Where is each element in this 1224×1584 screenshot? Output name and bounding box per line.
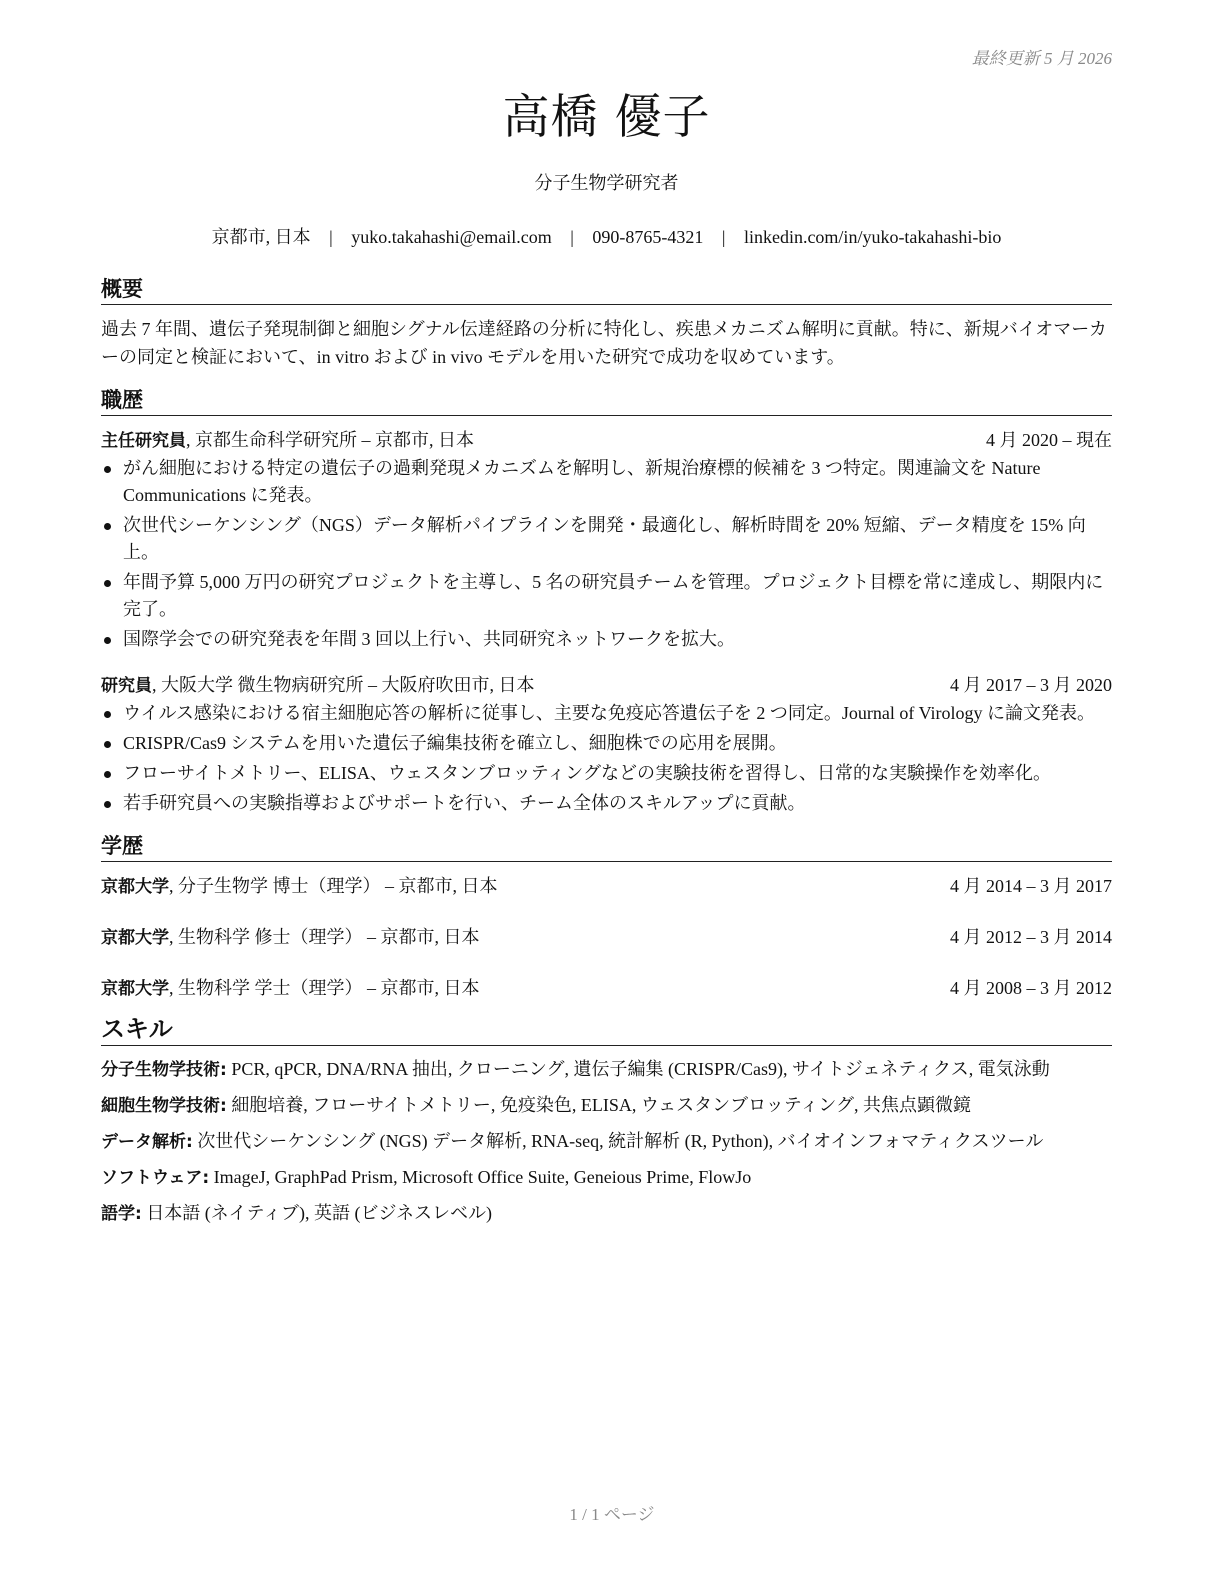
section-heading-education: 学歴: [101, 831, 1112, 862]
section-heading-skills: スキル: [101, 1013, 1112, 1046]
education-entry: [101, 923, 1112, 952]
section-heading-experience: 職歴: [101, 385, 1112, 416]
education-school-detail: [101, 923, 480, 952]
education-entry: [101, 872, 1112, 901]
skill-value: 次世代シーケンシング (NGS) データ解析, RNA-seq, 統計解析 (R, Python), バイオインフォマティクスツール: [192, 1131, 1044, 1151]
contact-linkedin[interactable]: linkedin.com/in/yuko-takahashi-bio: [743, 227, 1002, 247]
skill-label: 語学:: [101, 1204, 142, 1224]
skill-value: 日本語 (ネイティブ), 英語 (ビジネスレベル): [141, 1203, 492, 1223]
education-school: 京都大学: [101, 979, 169, 999]
contact-location: 京都市, 日本: [211, 227, 311, 247]
resume-content: [101, 274, 1112, 1236]
job-bullet: 国際学会での研究発表を年間 3 回以上行い、共同研究ネットワークを拡大。: [123, 626, 1112, 653]
contact-email[interactable]: yuko.takahashi@email.com: [351, 227, 552, 247]
job-org: , 京都生命科学研究所 – 京都市, 日本: [186, 430, 474, 450]
skill-value: 細胞培養, フローサイトメトリー, 免疫染色, ELISA, ウェスタンブロッティング, 共焦点顕微鏡: [226, 1095, 971, 1115]
skill-row: [101, 1056, 1112, 1084]
education-detail: , 分子生物学 博士（理学） – 京都市, 日本: [169, 876, 498, 896]
job-role: 研究員: [101, 676, 152, 696]
contact-separator: |: [570, 227, 574, 247]
education-entry: [101, 974, 1112, 1003]
education-dates: 4 月 2008 – 3 月 2012: [950, 978, 1112, 998]
skill-row: [101, 1200, 1112, 1228]
job-entry: [101, 671, 1112, 817]
education-school-detail: [101, 872, 498, 901]
skill-row: [101, 1164, 1112, 1192]
job-entry: [101, 426, 1112, 653]
skill-row: [101, 1092, 1112, 1120]
education-dates: 4 月 2012 – 3 月 2014: [950, 927, 1112, 947]
job-role-org: [101, 671, 535, 700]
job-bullet: フローサイトメトリー、ELISA、ウェスタンブロッティングなどの実験技術を習得し、日常的な実験操作を効率化。: [123, 760, 1112, 787]
education-detail: , 生物科学 学士（理学） – 京都市, 日本: [169, 978, 480, 998]
job-dates: 4 月 2020 – 現在: [986, 430, 1112, 450]
page-indicator: 1 / 1 ページ: [569, 1505, 655, 1524]
contact-phone: 090-8765-4321: [592, 227, 704, 247]
job-title: 分子生物学研究者: [534, 173, 679, 193]
skill-row: [101, 1128, 1112, 1156]
job-header: [101, 671, 1112, 700]
job-dates: 4 月 2017 – 3 月 2020: [950, 675, 1112, 695]
summary-text: 過去 7 年間、遺伝子発現制御と細胞シグナル伝達経路の分析に特化し、疾患メカニズム解明に貢献。特に、新規バイオマーカーの同定と検証において、in vitro および in vivo モデルを用いた研究で成功を収めています。: [101, 319, 1107, 367]
education-school: 京都大学: [101, 928, 169, 948]
contact-separator: |: [329, 227, 333, 247]
skill-label: データ解析:: [101, 1132, 193, 1152]
skill-label: ソフトウェア:: [101, 1168, 210, 1188]
job-org: , 大阪大学 微生物病研究所 – 大阪府吹田市, 日本: [152, 675, 535, 695]
contact-line: [101, 224, 1112, 250]
skill-value: PCR, qPCR, DNA/RNA 抽出, クローニング, 遺伝子編集 (CRISPR/Cas9), サイトジェネティクス, 電気泳動: [226, 1059, 1050, 1079]
job-bullets: [101, 700, 1112, 817]
job-bullets: [101, 455, 1112, 653]
education-school: 京都大学: [101, 877, 169, 897]
job-bullet: 次世代シーケンシング（NGS）データ解析パイプラインを開発・最適化し、解析時間を 20% 短縮、データ精度を 15% 向上。: [123, 512, 1112, 566]
job-bullet: CRISPR/Cas9 システムを用いた遺伝子編集技術を確立し、細胞株での応用を展開。: [123, 730, 1112, 757]
job-header: [101, 426, 1112, 455]
job-bullet: ウイルス感染における宿主細胞応答の解析に従事し、主要な免疫応答遺伝子を 2 つ同定。Journal of Virology に論文発表。: [123, 700, 1112, 727]
education-school-detail: [101, 974, 480, 1003]
education-dates: 4 月 2014 – 3 月 2017: [950, 876, 1112, 896]
section-heading-summary: 概要: [101, 274, 1112, 305]
job-role-org: [101, 426, 474, 455]
last-updated: 最終更新 5 月 2026: [971, 49, 1112, 68]
skill-label: 細胞生物学技術:: [101, 1096, 227, 1116]
job-bullet: がん細胞における特定の遺伝子の過剰発現メカニズムを解明し、新規治療標的候補を 3 つ特定。関連論文を Nature Communications に発表。: [123, 455, 1112, 509]
job-role: 主任研究員: [101, 431, 186, 451]
skill-value: ImageJ, GraphPad Prism, Microsoft Office Suite, Geneious Prime, FlowJo: [209, 1167, 752, 1187]
job-bullet: 若手研究員への実験指導およびサポートを行い、チーム全体のスキルアップに貢献。: [123, 790, 1112, 817]
skill-label: 分子生物学技術:: [101, 1060, 227, 1080]
education-detail: , 生物科学 修士（理学） – 京都市, 日本: [169, 927, 480, 947]
person-name: 高橋 優子: [502, 90, 711, 145]
job-bullet: 年間予算 5,000 万円の研究プロジェクトを主導し、5 名の研究員チームを管理。プロジェクト目標を常に達成し、期限内に完了。: [123, 569, 1112, 623]
contact-separator: |: [721, 227, 726, 247]
